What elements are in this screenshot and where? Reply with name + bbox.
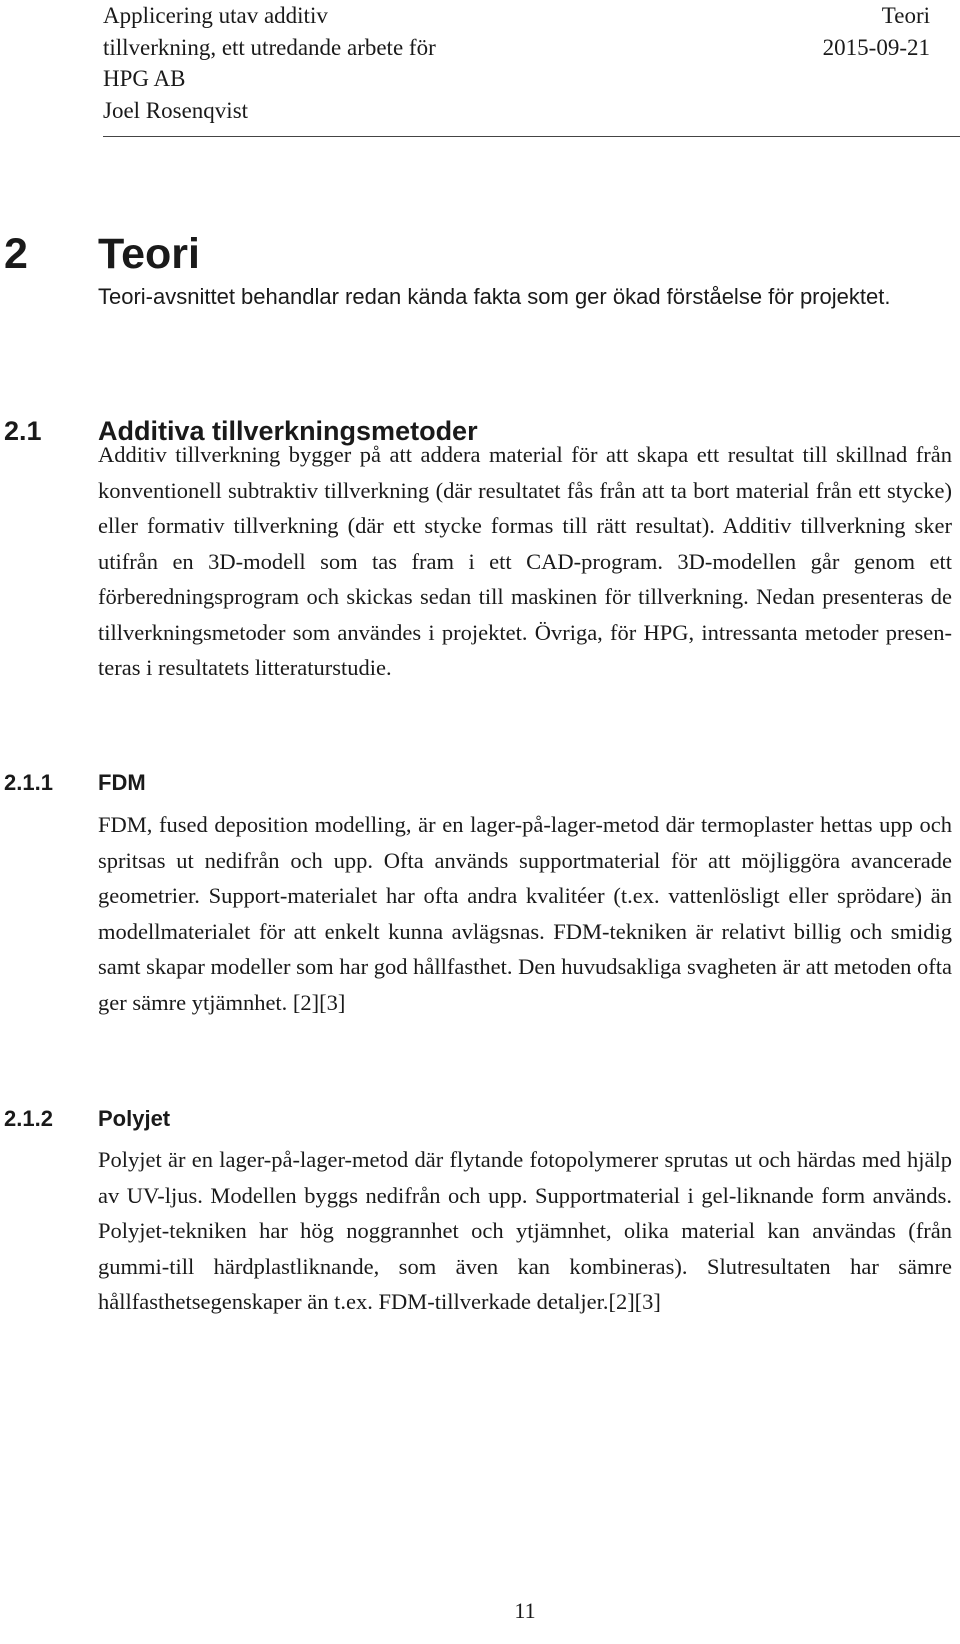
header-title-line-1: Applicering utav additiv bbox=[103, 3, 328, 28]
subsection-number: 2.1.1 bbox=[4, 770, 53, 795]
chapter-title: Teori bbox=[98, 230, 200, 278]
page-number: 11 bbox=[514, 1598, 536, 1623]
header-document-info bbox=[103, 0, 563, 126]
chapter-heading bbox=[4, 228, 200, 280]
subsection-body-fdm: FDM, fused deposition modelling, är en lager-på-lager-metod där termoplaster hettas upp och spritsas ut nedifrån och upp. Ofta används supportmaterial för att möjliggöra avancerade geometrier. Support-materialet har ofta andra kvalitéer (t.ex. vattenlösligt eller sprödare) än modellmaterialet för att enkelt kunna avlägsnas. FDM-tekniken är relativt billig och smidig samt skapar modeller som har god hållfasthet. Den huvudsakliga svagheten är att metoden ofta ger sämre ytjämnhet. [2][3] bbox=[98, 812, 952, 1015]
subsection-number: 2.1.2 bbox=[4, 1106, 53, 1131]
subsection-heading-fdm bbox=[4, 768, 146, 798]
chapter-number: 2 bbox=[4, 230, 28, 278]
header-date: 2015-09-21 bbox=[822, 34, 930, 60]
subsection-title: FDM bbox=[98, 770, 146, 795]
chapter-intro: Teori-avsnittet behandlar redan kända fakta som ger ökad förståelse för projektet. bbox=[98, 284, 891, 309]
header-company: HPG AB bbox=[103, 66, 186, 91]
header-meta bbox=[670, 0, 930, 63]
subsection-title: Polyjet bbox=[98, 1106, 171, 1131]
header-chapter-name: Teori bbox=[881, 3, 930, 28]
section-title: Additiva tillverkningsmetoder bbox=[98, 416, 478, 446]
section-body: Additiv tillverkning bygger på att addera material för att skapa ett resultat till skillnad från konventionell subtraktiv tillverkning (där resultatet fås från att ta bort material från ett stycke) eller formativ tillverkning (där ett stycke formas till rätt resultat). Additiv tillverkning sker utifrån en 3D-modell som tas fram i ett CAD-program. 3D-modellen går genom ett förberedningsprogram och skickas sedan till maskinen för tillverkning. Nedan presenteras de tillverkningsmetoder som användes i projektet. Övriga, för HPG, intressanta metoder presen-teras i resultatets litteraturstudie. bbox=[98, 442, 952, 680]
header-author: Joel Rosenqvist bbox=[103, 97, 249, 123]
page-header bbox=[103, 0, 960, 137]
subsection-body-polyjet: Polyjet är en lager-på-lager-metod där flytande fotopolymerer sprutas ut och härdas med hjälp av UV-ljus. Modellen byggs nedifrån och upp. Supportmaterial i gel-liknande form används. Polyjet-tekniken har hög noggrannhet och ytjämnhet, olika material kan användas (från gummi-till härdplastliknande, som även kan kombineras). Slutresultaten har sämre hållfasthetsegenskaper än t.ex. FDM-tillverkade detaljer.[2][3] bbox=[98, 1147, 952, 1314]
section-number: 2.1 bbox=[4, 416, 42, 446]
subsection-heading-polyjet bbox=[4, 1104, 170, 1134]
header-title-line-2: tillverkning, ett utredande arbete för bbox=[103, 34, 436, 60]
